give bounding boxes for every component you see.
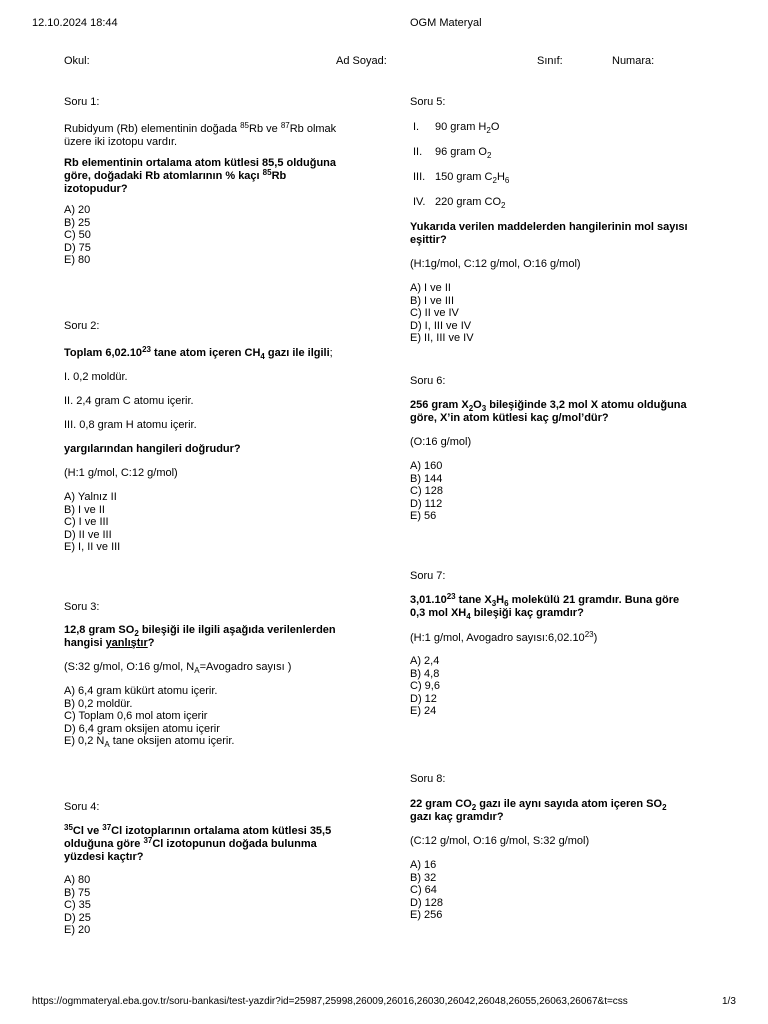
question-2-given: (H:1 g/mol, C:12 g/mol) xyxy=(64,467,178,479)
option-a: A) 80 xyxy=(64,874,91,886)
question-7-label: Soru 7: xyxy=(410,570,446,582)
okul-label: Okul: xyxy=(64,55,90,67)
option-e: E) 24 xyxy=(410,705,437,718)
option-d: D) II ve III xyxy=(64,528,112,541)
question-5-options xyxy=(410,282,710,345)
question-5-given: (H:1g/mol, C:12 g/mol, O:16 g/mol) xyxy=(410,258,581,270)
print-datetime: 12.10.2024 18:44 xyxy=(32,17,118,29)
print-page-title: OGM Materyal xyxy=(410,17,482,29)
option-b: B) 75 xyxy=(64,886,91,899)
option-c: C) 50 xyxy=(64,229,91,242)
option-b: B) I ve III xyxy=(410,294,455,307)
question-2-item-i: I. 0,2 moldür. xyxy=(64,371,128,383)
question-1-options xyxy=(64,204,364,267)
question-6-stem: 256 gram $X_2O_3$ bileşiğinde 3,2 mol X atomu olduğuna göre, X’in atom kütlesi kaç g/mol’dür? xyxy=(410,399,687,424)
question-8-label: Soru 8: xyxy=(410,773,446,785)
option-e: E) 0,2 $N_A$ tane oksijen atomu içerir. xyxy=(64,735,235,750)
print-page-number: 1/3 xyxy=(722,996,736,1007)
option-a: A) Yalnız II xyxy=(64,491,117,503)
question-8-options xyxy=(410,859,710,922)
question-5-label: Soru 5: xyxy=(410,96,446,108)
question-6-given: (O:16 g/mol) xyxy=(410,436,472,448)
option-e: E) II, III ve IV xyxy=(410,332,474,345)
question-3-options xyxy=(64,685,364,748)
question-4-stem: $^{35}$Cl ve $^{37}$Cl izotoplarının ortalama atom kütlesi 35,5 olduğuna göre $^{37}$Cl izotopunun doğada bulunma yüzdesi kaçtır? xyxy=(64,823,332,863)
option-a: A) 6,4 gram kükürt atomu içerir. xyxy=(64,685,218,697)
option-c: C) 128 xyxy=(410,485,444,498)
sinif-label: Sınıf: xyxy=(537,55,563,67)
question-3-stem: 12,8 gram $SO_2$ bileşiği ile ilgili aşağıda verilenlerden hangisi yanlıştır? xyxy=(64,624,336,649)
question-1-stem: Rb elementinin ortalama atom kütlesi 85,5 olduğuna göre, doğadaki Rb atomlarının % kaçı $^{85}$Rb izotopudur? xyxy=(64,157,337,195)
option-e: E) 80 xyxy=(64,254,91,267)
option-a: A) I ve II xyxy=(410,282,451,294)
question-3-given: (S:32 g/mol, O:16 g/mol, $N_A=Avogadro$ sayısı ) xyxy=(64,661,292,675)
print-url: https://ogmmateryal.eba.gov.tr/soru-bankasi/test-yazdir?id=25987,25998,26009,26016,26030,26042,26048,26055,26063,26067&t=css xyxy=(32,996,628,1007)
option-d: D) 75 xyxy=(64,241,91,254)
option-d: D) 6,4 gram oksijen atomu içerir xyxy=(64,722,220,735)
option-e: E) 256 xyxy=(410,909,443,922)
question-2 xyxy=(64,320,364,554)
question-1-intro: Rubidyum (Rb) elementinin doğada $^{85}$Rb ve $^{87}$Rb olmak üzere iki izotopu vardır. xyxy=(64,121,337,148)
question-5-stem: Yukarıda verilen maddelerden hangilerinin mol sayısı eşittir? xyxy=(410,221,688,246)
question-8-stem: 22 gram $CO_2$ gazı ile aynı sayıda atom içeren $SO_2$ gazı kaç gramdır? xyxy=(410,798,667,823)
numara-label: Numara: xyxy=(612,55,655,67)
option-c: C) I ve III xyxy=(64,516,109,529)
option-d: D) 128 xyxy=(410,896,444,909)
option-c: C) Toplam 0,6 mol atom içerir xyxy=(64,710,208,723)
option-b: B) 32 xyxy=(410,871,437,884)
question-1 xyxy=(64,96,364,267)
question-5-item-ii: II. 96 gram $O_2$ xyxy=(413,146,492,160)
option-d: D) I, III ve IV xyxy=(410,319,472,332)
option-c: C) 9,6 xyxy=(410,680,440,693)
question-6 xyxy=(410,375,710,523)
question-5-item-iii: III. 150 gram $C_2H_6$ xyxy=(413,171,510,185)
question-7 xyxy=(410,570,710,718)
option-b: B) 0,2 moldür. xyxy=(64,697,133,710)
question-6-options xyxy=(410,460,710,523)
option-c: C) II ve IV xyxy=(410,307,459,320)
question-2-item-iii: III. 0,8 gram H atomu içerir. xyxy=(64,419,197,431)
question-4-options xyxy=(64,874,364,937)
option-e: E) I, II ve III xyxy=(64,541,121,554)
option-d: D) 25 xyxy=(64,911,91,924)
question-5-item-i: I. 90 gram $H_2O$ xyxy=(413,121,500,135)
question-7-stem: 3,01.10$^{23}$ tane $X_3H_6$ molekülü 21 gramdır. Buna göre 0,3 mol $XH_4$ bileşiği kaç gramdır? xyxy=(410,592,680,621)
option-e: E) 20 xyxy=(64,924,91,937)
option-b: B) 25 xyxy=(64,216,91,229)
question-2-item-ii: II. 2,4 gram C atomu içerir. xyxy=(64,395,194,407)
question-2-question: yargılarından hangileri doğrudur? xyxy=(64,443,241,455)
question-2-label: Soru 2: xyxy=(64,320,100,332)
option-a: A) 16 xyxy=(410,859,437,871)
question-8-given: (C:12 g/mol, O:16 g/mol, S:32 g/mol) xyxy=(410,835,590,847)
option-d: D) 112 xyxy=(410,497,443,510)
option-a: A) 2,4 xyxy=(410,655,440,667)
question-8 xyxy=(410,773,710,922)
option-a: A) 20 xyxy=(64,204,91,216)
option-b: B) I ve II xyxy=(64,503,105,516)
question-2-stem: Toplam 6,02.10$^{23}$ tane atom içeren $CH_4$ gazı ile ilgili; xyxy=(64,345,333,361)
question-3 xyxy=(64,601,364,748)
question-5-item-iv: IV. 220 gram $CO_2$ xyxy=(413,196,506,210)
option-d: D) 12 xyxy=(410,692,437,705)
option-b: B) 144 xyxy=(410,472,443,485)
option-b: B) 4,8 xyxy=(410,667,440,680)
question-2-options xyxy=(64,491,364,554)
option-c: C) 64 xyxy=(410,884,437,897)
question-6-label: Soru 6: xyxy=(410,375,446,387)
question-7-given: (H:1 g/mol, Avogadro sayısı:6,02.10$^{23}$) xyxy=(410,630,598,644)
option-a: A) 160 xyxy=(410,460,443,472)
ad-soyad-label: Ad Soyad: xyxy=(336,55,387,67)
question-1-label: Soru 1: xyxy=(64,96,100,108)
question-3-label: Soru 3: xyxy=(64,601,100,613)
option-c: C) 35 xyxy=(64,899,91,912)
question-7-options xyxy=(410,655,710,718)
option-e: E) 56 xyxy=(410,510,437,523)
question-5 xyxy=(410,96,710,345)
question-4 xyxy=(64,801,364,937)
question-4-label: Soru 4: xyxy=(64,801,100,813)
